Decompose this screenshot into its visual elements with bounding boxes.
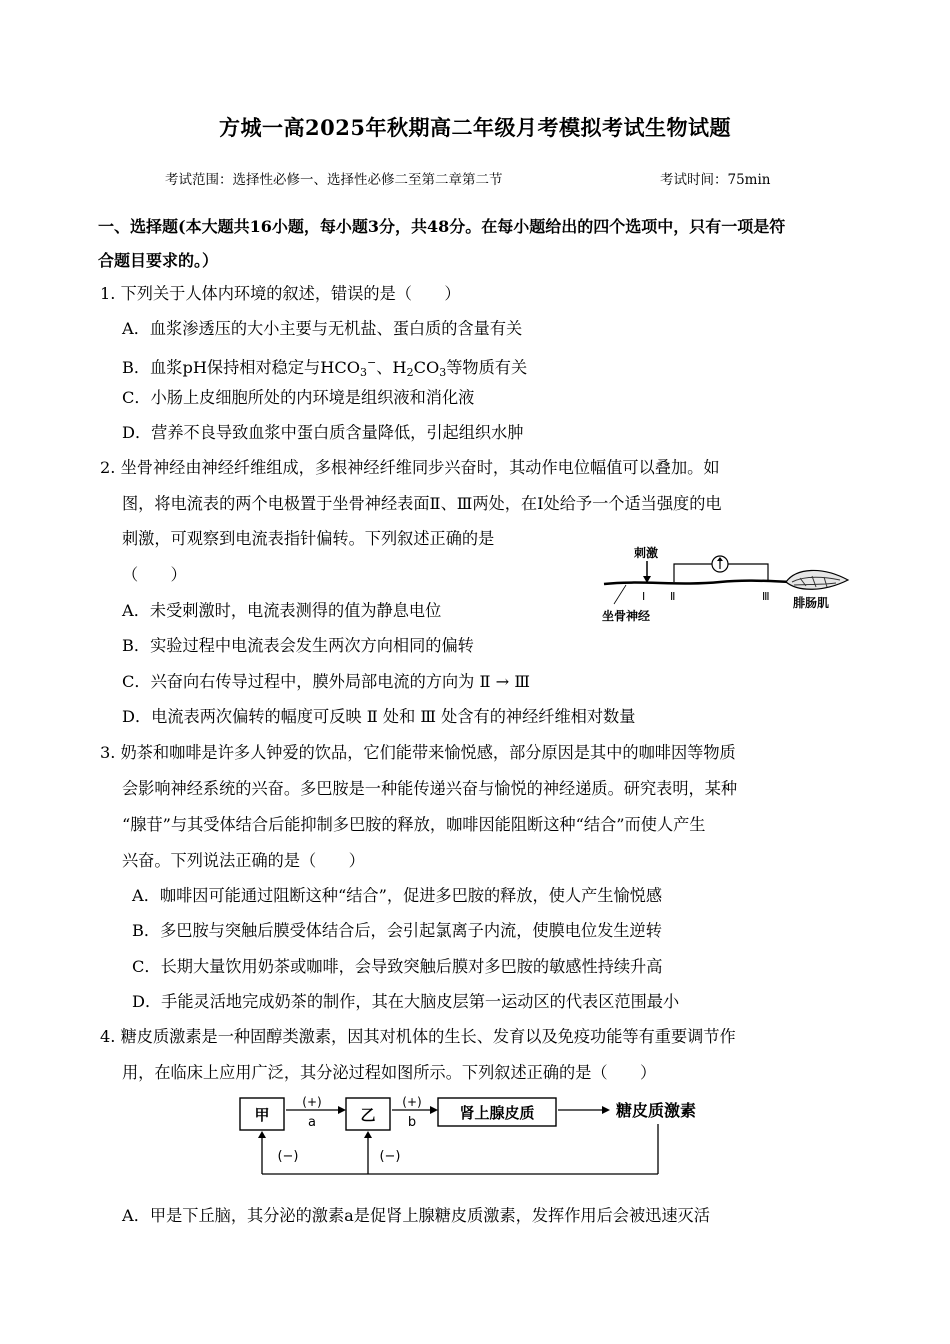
arrow-a-plus: (+) bbox=[302, 1095, 322, 1109]
q1-b-sup1: − bbox=[367, 356, 377, 369]
q1-b-sub2: 2 bbox=[406, 366, 414, 379]
exam-scope: 考试范围：选择性必修一、选择性必修二至第二章第二节 bbox=[165, 172, 503, 188]
arrow-output-head bbox=[602, 1106, 610, 1114]
box-yi-label: 乙 bbox=[360, 1106, 376, 1124]
q3-stem-line3: “腺苷”与其受体结合后能抑制多巴胺的释放，咖啡因能阻断这种“结合”而使人产生 bbox=[122, 815, 706, 834]
section-heading-line1: 一、选择题(本大题共16小题，每小题3分，共48分。在每小题给出的四个选项中，只有一项是符 bbox=[98, 217, 786, 236]
box-jia-label: 甲 bbox=[254, 1106, 270, 1124]
arrow-b-label: b bbox=[407, 1115, 417, 1130]
q3-stem-line2: 会影响神经系统的兴奋。多巴胺是一种能传递兴奋与愉悦的神经递质。研究表明，某种 bbox=[122, 779, 738, 798]
section-heading bbox=[98, 210, 858, 278]
q2-stem-line2: 图，将电流表的两个电极置于坐骨神经表面Ⅱ、Ⅲ两处，在Ⅰ处给予一个适当强度的电 bbox=[122, 494, 722, 513]
nerve-label: 坐骨神经 bbox=[602, 609, 651, 623]
q3-option-c: C．长期大量饮用奶茶或咖啡，会导致突触后膜对多巴胺的敏感性持续升高 bbox=[132, 957, 663, 976]
q3-stem-line1: 3. 奶茶和咖啡是许多人钟爱的饮品，它们能带来愉悦感，部分原因是其中的咖啡因等物质 bbox=[100, 743, 736, 762]
q3-stem-line4: 兴奋。下列说法正确的是（ ） bbox=[122, 851, 365, 870]
arrow-b-plus: (+) bbox=[402, 1095, 422, 1109]
q2-option-b: B．实验过程中电流表会发生两次方向相同的偏转 bbox=[122, 636, 474, 655]
q3-option-d: D．手能灵活地完成奶茶的制作，其在大脑皮层第一运动区的代表区范围最小 bbox=[132, 992, 680, 1011]
q2-option-c: C．兴奋向右传导过程中，膜外局部电流的方向为 Ⅱ → Ⅲ bbox=[122, 672, 530, 691]
feedback-up-yi-head bbox=[364, 1131, 372, 1138]
stimulus-label: 刺激 bbox=[634, 546, 659, 560]
q1-b-text3: CO bbox=[413, 358, 440, 377]
q2-answer-paren: （ ） bbox=[122, 565, 187, 584]
point-2-label: Ⅱ bbox=[670, 590, 676, 603]
q2-stem-line1: 2. 坐骨神经由神经纤维组成，多根神经纤维同步兴奋时，其动作电位幅值可以叠加。如 bbox=[100, 458, 720, 477]
q1-option-a: A．血浆渗透压的大小主要与无机盐、蛋白质的含量有关 bbox=[122, 319, 523, 338]
q1-b-sub1: 3 bbox=[360, 366, 368, 379]
nerve-leader-line bbox=[614, 585, 626, 604]
q2-nerve-figure bbox=[600, 540, 860, 630]
feedback-up-jia-head bbox=[258, 1131, 266, 1138]
q1-option-b bbox=[122, 353, 527, 383]
section-heading-line2: 合题目要求的。） bbox=[98, 251, 219, 270]
q2-option-a: A．未受刺激时，电流表测得的值为静息电位 bbox=[122, 601, 442, 620]
feedback-minus-yi: (−) bbox=[379, 1149, 401, 1164]
q4-stem-line2: 用，在临床上应用广泛，其分泌过程如图所示。下列叙述正确的是（ ） bbox=[122, 1063, 657, 1082]
page-title: 方城一高2025年秋期高二年级月考模拟考试生物试题 bbox=[219, 115, 731, 140]
point-1-label: Ⅰ bbox=[642, 590, 646, 603]
q4-stem-line1: 4. 糖皮质激素是一种固醇类激素，因其对机体的生长、发育以及免疫功能等有重要调节作 bbox=[100, 1027, 736, 1046]
q4-option-a: A．甲是下丘脑，其分泌的激素a是促肾上腺糖皮质激素，发挥作用后会被迅速灭活 bbox=[122, 1206, 710, 1225]
box-adrenal-cortex-label: 肾上腺皮质 bbox=[459, 1104, 535, 1122]
q1-b-text1: B．血浆pH保持相对稳定与HCO bbox=[122, 358, 361, 377]
output-hormone-label: 糖皮质激素 bbox=[616, 1101, 697, 1120]
arrow-a-label: a bbox=[308, 1115, 316, 1130]
q2-option-d: D．电流表两次偏转的幅度可反映 Ⅱ 处和 Ⅲ 处含有的神经纤维相对数量 bbox=[122, 707, 636, 726]
muscle-label: 腓肠肌 bbox=[793, 596, 830, 610]
feedback-minus-jia: (−) bbox=[277, 1149, 299, 1164]
q1-b-text4: 等物质有关 bbox=[446, 358, 528, 377]
q1-option-c: C．小肠上皮细胞所处的内环境是组织液和消化液 bbox=[122, 388, 475, 407]
q4-regulation-figure bbox=[230, 1092, 730, 1182]
q2-stem-line3: 刺激，可观察到电流表指针偏转。下列叙述正确的是 bbox=[122, 529, 495, 548]
q1-b-text2: 、H bbox=[376, 358, 407, 377]
q3-option-a: A．咖啡因可能通过阻断这种“结合”，促进多巴胺的释放，使人产生愉悦感 bbox=[132, 886, 663, 905]
point-3-label: Ⅲ bbox=[762, 590, 770, 603]
q3-option-b: B．多巴胺与突触后膜受体结合后，会引起氯离子内流，使膜电位发生逆转 bbox=[132, 921, 662, 940]
arrow-a-head bbox=[338, 1106, 346, 1114]
arrow-b-head bbox=[430, 1106, 438, 1114]
q1-b-sub3: 3 bbox=[439, 366, 447, 379]
q1-option-d: D．营养不良导致血浆中蛋白质含量降低，引起组织水肿 bbox=[122, 423, 524, 442]
q1-stem: 1. 下列关于人体内环境的叙述，错误的是（ ） bbox=[100, 284, 461, 303]
exam-time: 考试时间：75min bbox=[660, 172, 771, 188]
